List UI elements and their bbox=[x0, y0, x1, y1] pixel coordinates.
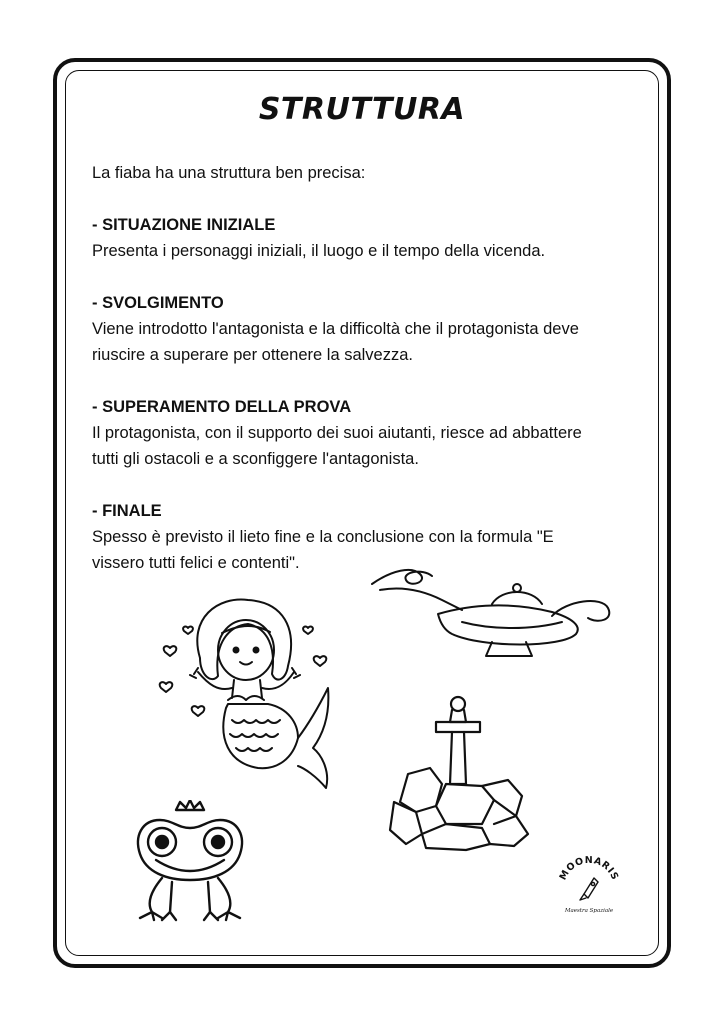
svg-text:MOONARIS bbox=[558, 855, 621, 882]
section-line: Viene introdotto l'antagonista e la difficoltà che il protagonista deve bbox=[92, 320, 579, 338]
section-line: Presenta i personaggi iniziali, il luogo e il tempo della vicenda. bbox=[92, 242, 546, 260]
section-situazione-iniziale bbox=[92, 212, 640, 264]
magic-lamp-illustration bbox=[362, 560, 618, 662]
section-line: tutti gli ostacoli e a sconfiggere l'antagonista. bbox=[92, 450, 419, 468]
section-svolgimento bbox=[92, 290, 640, 368]
section-line: riuscire a superare per ottenere la salvezza. bbox=[92, 346, 413, 364]
section-line: Spesso è previsto il lieto fine e la conclusione con la formula "E bbox=[92, 528, 554, 546]
content-body bbox=[92, 160, 640, 602]
section-heading: - SITUAZIONE INIZIALE bbox=[92, 216, 276, 234]
section-heading: - SVOLGIMENTO bbox=[92, 294, 224, 312]
moonaris-logo bbox=[556, 852, 622, 918]
mermaid-illustration bbox=[148, 588, 338, 793]
page-title: STRUTTURA bbox=[258, 92, 466, 127]
section-superamento-prova bbox=[92, 394, 640, 472]
logo-tagline: Maestra Spaziale bbox=[564, 908, 614, 914]
sword-in-stone-illustration bbox=[386, 694, 530, 852]
section-line: Il protagonista, con il supporto dei suoi aiutanti, riesce ad abbattere bbox=[92, 424, 582, 442]
frog-prince-illustration bbox=[132, 800, 248, 922]
section-line: vissero tutti felici e contenti". bbox=[92, 554, 300, 572]
logo-name: MOONARIS bbox=[557, 854, 621, 883]
intro-text: La fiaba ha una struttura ben precisa: bbox=[92, 164, 366, 182]
section-heading: - FINALE bbox=[92, 502, 162, 520]
section-heading: - SUPERAMENTO DELLA PROVA bbox=[92, 398, 352, 416]
